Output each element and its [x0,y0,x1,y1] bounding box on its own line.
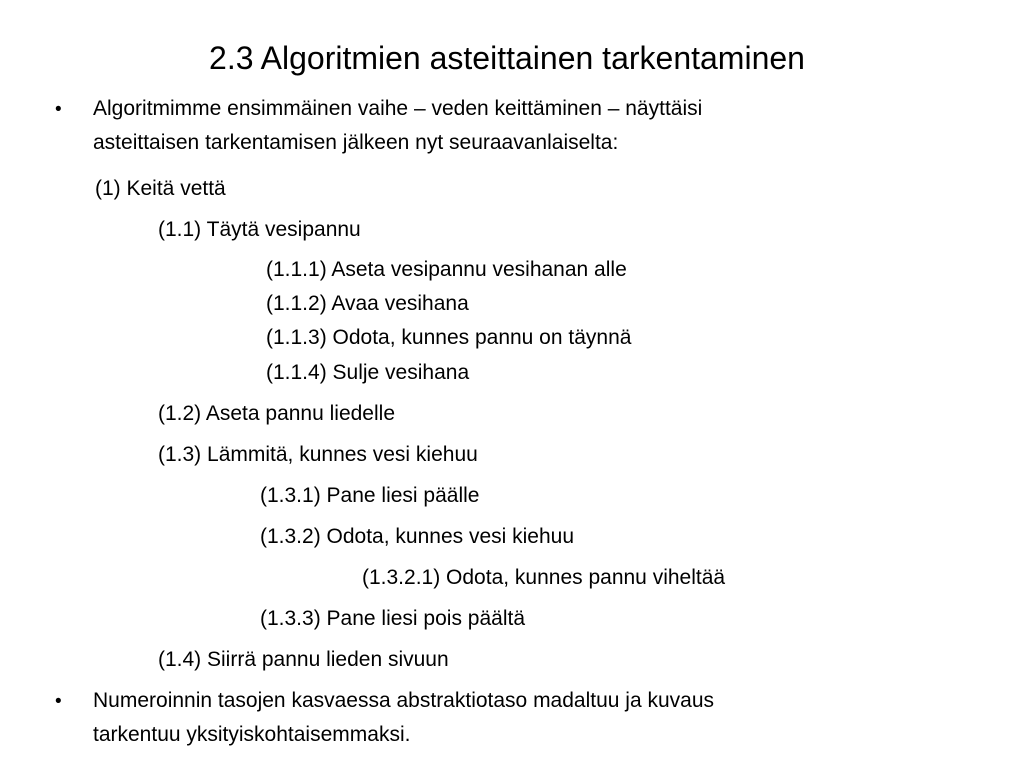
intro-paragraph-line: asteittaisen tarkentamisen jälkeen nyt seuraavanlaiselta: [93,131,619,154]
bullet-marker: • [55,691,62,712]
step-item: (1.2) Aseta pannu liedelle [158,402,395,425]
slide-title: 2.3 Algoritmien asteittainen tarkentaminen [209,40,805,76]
step-item: (1.3.2) Odota, kunnes vesi kiehuu [260,525,575,548]
step-item: (1) Keitä vettä [95,177,226,200]
intro-paragraph-line: Algoritmimme ensimmäinen vaihe – veden keittäminen – näyttäisi [93,97,703,120]
outro-paragraph-line: tarkentuu yksityiskohtaisemmaksi. [93,723,411,746]
step-item: (1.3.1) Pane liesi päälle [260,484,480,507]
step-item: (1.1.4) Sulje vesihana [266,361,470,384]
step-item: (1.4) Siirrä pannu lieden sivuun [158,648,449,671]
step-item: (1.1) Täytä vesipannu [158,218,361,241]
step-item: (1.3.2.1) Odota, kunnes pannu viheltää [362,566,726,589]
step-item: (1.3.3) Pane liesi pois päältä [260,607,525,630]
bullet-marker: • [55,99,62,120]
step-item: (1.1.3) Odota, kunnes pannu on täynnä [266,326,632,349]
step-item: (1.3) Lämmitä, kunnes vesi kiehuu [158,443,478,466]
outro-paragraph-line: Numeroinnin tasojen kasvaessa abstraktiotaso madaltuu ja kuvaus [93,689,715,712]
step-item: (1.1.1) Aseta vesipannu vesihanan alle [266,258,627,281]
step-item: (1.1.2) Avaa vesihana [266,292,469,315]
